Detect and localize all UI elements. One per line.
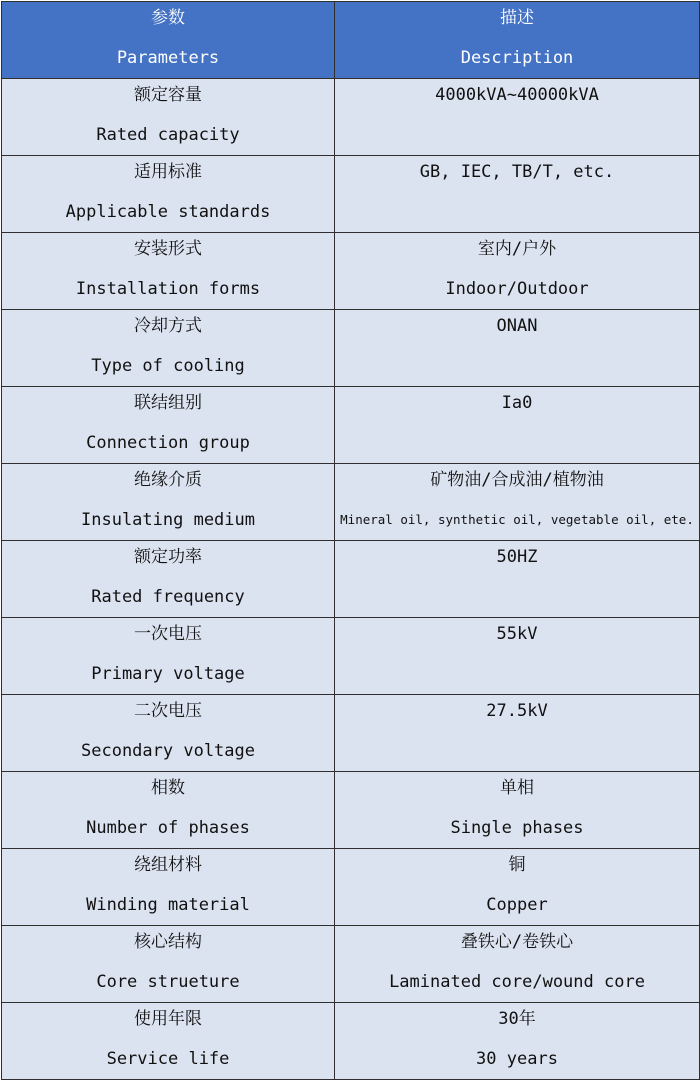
desc-cell <box>335 156 700 233</box>
param-zh: 安装形式 <box>134 239 202 259</box>
param-cell <box>2 541 335 618</box>
header-parameters <box>2 2 335 79</box>
param-cell <box>2 156 335 233</box>
param-zh: 绕组材料 <box>134 855 202 875</box>
desc-cell <box>335 233 700 310</box>
desc-zh: 矿物油/合成油/植物油 <box>430 470 604 490</box>
param-zh: 适用标准 <box>134 162 202 182</box>
desc-zh: 55kV <box>496 624 538 644</box>
desc-zh: GB, IEC, TB/T, etc. <box>419 162 615 182</box>
table-row <box>2 156 700 233</box>
param-cell <box>2 79 335 156</box>
desc-cell <box>335 310 700 387</box>
desc-zh: 叠铁心/卷铁心 <box>460 932 574 952</box>
desc-zh: 单相 <box>500 778 534 798</box>
param-en: Winding material <box>86 895 250 915</box>
desc-cell <box>335 926 700 1003</box>
desc-cell <box>335 618 700 695</box>
desc-zh: ONAN <box>496 316 538 336</box>
table-row <box>2 618 700 695</box>
param-en: Applicable standards <box>65 202 271 222</box>
param-zh: 绝缘介质 <box>134 470 202 490</box>
desc-cell <box>335 79 700 156</box>
desc-zh: 铜 <box>508 855 526 875</box>
table-row <box>2 79 700 156</box>
table-row <box>2 849 700 926</box>
param-en: Core strueture <box>96 972 240 992</box>
desc-cell <box>335 849 700 926</box>
header-description <box>335 2 700 79</box>
param-cell <box>2 310 335 387</box>
param-cell <box>2 233 335 310</box>
param-cell <box>2 695 335 772</box>
table-row <box>2 541 700 618</box>
desc-en: Copper <box>486 895 548 915</box>
desc-en: Mineral oil, synthetic oil, vegetable oil, ete. <box>340 512 694 527</box>
param-en: Type of cooling <box>91 356 245 376</box>
param-zh: 联结组别 <box>134 393 202 413</box>
param-cell <box>2 464 335 541</box>
desc-en: Laminated core/wound core <box>389 972 645 992</box>
table-row <box>2 464 700 541</box>
param-zh: 二次电压 <box>134 701 202 721</box>
desc-cell <box>335 695 700 772</box>
param-cell <box>2 387 335 464</box>
param-cell <box>2 849 335 926</box>
desc-en: Single phases <box>450 818 584 838</box>
param-en: Number of phases <box>86 818 250 838</box>
param-zh: 相数 <box>151 778 185 798</box>
param-zh: 使用年限 <box>134 1009 202 1029</box>
table-row <box>2 233 700 310</box>
header-desc-en: Description <box>460 48 574 68</box>
desc-zh: Ia0 <box>501 393 533 413</box>
param-cell <box>2 926 335 1003</box>
desc-cell <box>335 387 700 464</box>
param-en: Insulating medium <box>81 510 255 530</box>
param-en: Secondary voltage <box>81 741 255 761</box>
desc-en: Indoor/Outdoor <box>445 279 589 299</box>
param-cell <box>2 1003 335 1080</box>
spec-table <box>1 1 700 1080</box>
desc-cell <box>335 541 700 618</box>
table-row <box>2 926 700 1003</box>
table-row <box>2 310 700 387</box>
desc-zh: 27.5kV <box>486 701 548 721</box>
param-zh: 冷却方式 <box>134 316 202 336</box>
desc-cell <box>335 772 700 849</box>
param-en: Installation forms <box>75 279 261 299</box>
param-zh: 额定容量 <box>134 85 202 105</box>
desc-cell <box>335 1003 700 1080</box>
table-header-row <box>2 2 700 79</box>
param-zh: 一次电压 <box>134 624 202 644</box>
param-en: Rated capacity <box>96 125 240 145</box>
table-row <box>2 772 700 849</box>
param-cell <box>2 618 335 695</box>
desc-zh: 4000kVA~40000kVA <box>435 85 599 105</box>
param-zh: 额定功率 <box>134 547 202 567</box>
desc-zh: 室内/户外 <box>477 239 557 259</box>
param-en: Primary voltage <box>91 664 245 684</box>
header-desc-zh: 描述 <box>500 8 534 28</box>
param-en: Service life <box>106 1049 230 1069</box>
table-row <box>2 387 700 464</box>
param-cell <box>2 772 335 849</box>
header-param-zh: 参数 <box>151 8 185 28</box>
desc-en: 30 years <box>476 1049 558 1069</box>
param-en: Rated frequency <box>91 587 245 607</box>
header-param-en: Parameters <box>116 48 220 68</box>
desc-cell <box>335 464 700 541</box>
param-en: Connection group <box>86 433 250 453</box>
desc-zh: 50HZ <box>496 547 538 567</box>
table-row <box>2 1003 700 1080</box>
param-zh: 核心结构 <box>134 932 202 952</box>
table-row <box>2 695 700 772</box>
desc-zh: 30年 <box>498 1009 536 1029</box>
